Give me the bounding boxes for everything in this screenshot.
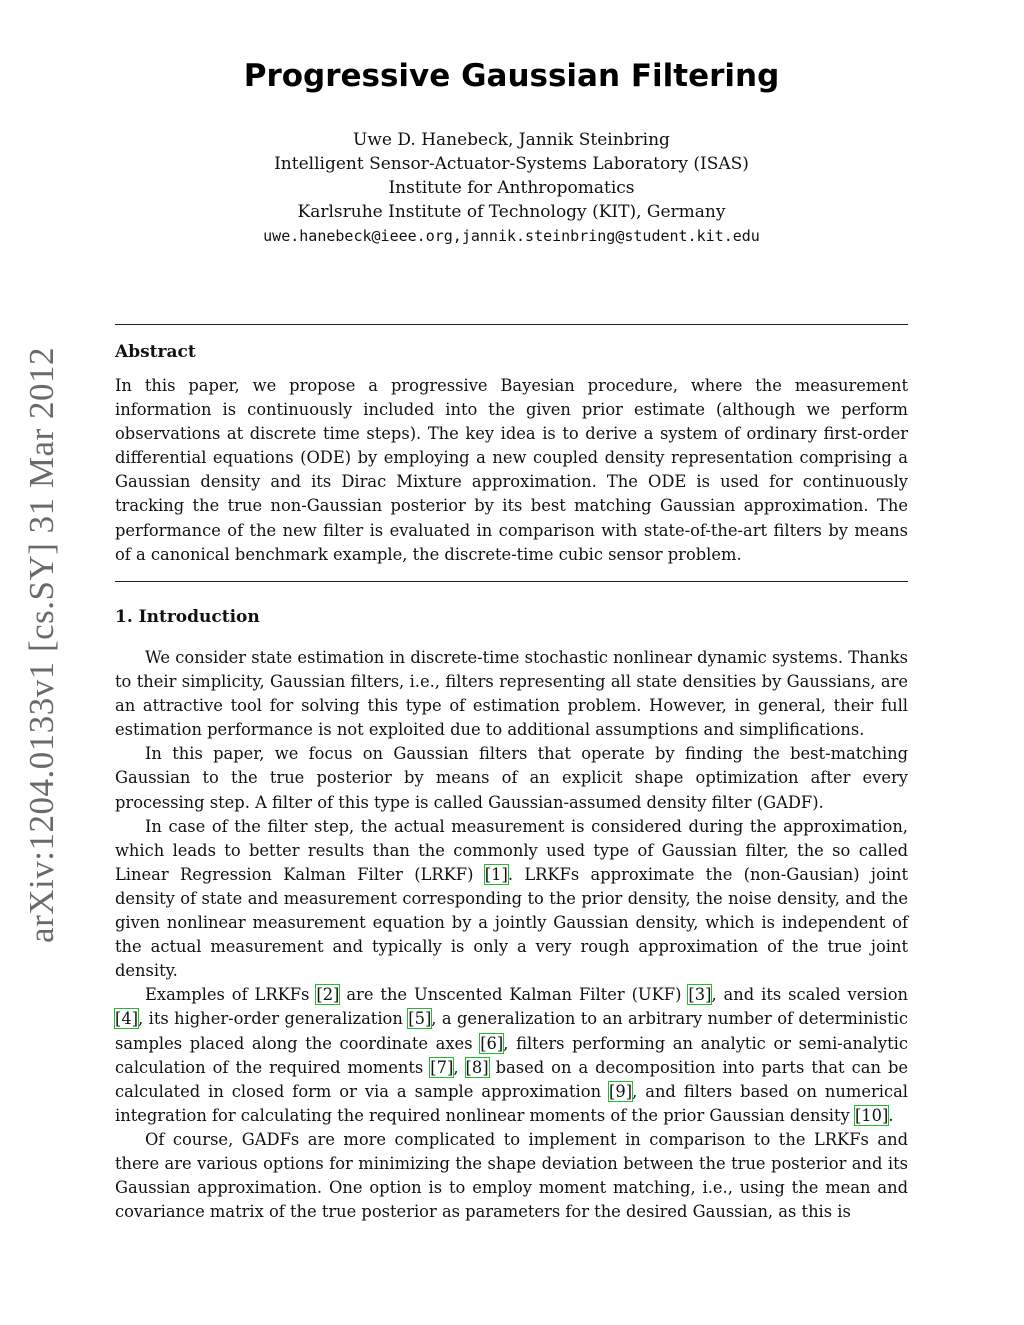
citation-link[interactable]: [2] (316, 985, 340, 1005)
paragraph: In this paper, we focus on Gaussian filters that operate by finding the best-matching Gaussian to the true posterior by means of an explicit shape optimization after every processing step. A filter of this type is called Gaussian-assumed density filter (GADF). (115, 744, 908, 812)
citation-link[interactable]: [8] (465, 1057, 489, 1077)
paragraph (115, 983, 908, 1128)
author-institute: Institute for Anthropomatics (388, 178, 635, 198)
citation-link[interactable]: [7] (430, 1057, 454, 1077)
paragraph-text: In case of the filter step, the actual measurement is considered during the approximation, which leads to better results than the commonly used type of Gaussian filter, the so called Linear Regression Kalman Filter (LRKF) (115, 816, 908, 884)
paragraph-text: . LRKFs approximate the (non-Gausian) joint density of state and measurement corresponding to the prior density, the noise density, and the given nonlinear measurement equation by a jointly Gaussian density, which is independent of the actual measurement and typically is only a very rough approximation of the true joint density. (115, 864, 908, 981)
paragraph-text: , filters performing an analytic or semi-analytic calculation of the required moments (115, 1033, 908, 1077)
citation-link[interactable]: [3] (688, 985, 712, 1005)
paragraph-text: . (888, 1105, 894, 1125)
citation-link[interactable]: [1] (484, 864, 508, 884)
abstract-heading: Abstract (115, 342, 196, 362)
paragraph-text: , (453, 1057, 466, 1077)
abstract-top-rule (115, 324, 908, 325)
citation-link[interactable]: [4] (115, 1009, 139, 1029)
introduction-body (115, 646, 908, 1224)
paragraph-text: , a generalization to an arbitrary number of deterministic samples placed along the coordinate axes (115, 1009, 908, 1053)
author-block (115, 128, 908, 248)
paragraph-text: , and filters based on numerical integration for calculating the required nonlinear moments of the prior Gaussian density (115, 1081, 909, 1125)
paragraph-text: Examples of LRKFs (145, 985, 317, 1005)
author-email[interactable]: uwe.hanebeck@ieee.org,jannik.steinbring@student.kit.edu (263, 227, 760, 245)
paragraph-text: , and its scaled version (711, 985, 908, 1005)
section-heading-introduction: 1. Introduction (115, 607, 260, 627)
abstract-text: In this paper, we propose a progressive Bayesian procedure, where the measurement information is continuously included into the given prior estimate (although we perform observations at discrete time steps). The key idea is to derive a system of ordinary first-order differential equations (ODE) by employing a new coupled density representation comprising a Gaussian density and its Dirac Mixture approximation. The ODE is used for continuously tracking the true non-Gaussian posterior by its best matching Gaussian approximation. The performance of the new filter is evaluated in comparison with state-of-the-art filters by means of a canonical benchmark example, the discrete-time cubic sensor problem. (115, 376, 908, 564)
citation-link[interactable]: [5] (408, 1009, 432, 1029)
paragraph-text: are the Unscented Kalman Filter (UKF) (339, 985, 689, 1005)
paragraph (115, 815, 908, 984)
citation-link[interactable]: [10] (854, 1105, 889, 1125)
paper-title: Progressive Gaussian Filtering (243, 58, 780, 94)
citation-link[interactable]: [6] (480, 1033, 504, 1053)
arxiv-identifier-stamp: arXiv:1204.0133v1 [cs.SY] 31 Mar 2012 (22, 347, 61, 943)
paragraph: We consider state estimation in discrete-time stochastic nonlinear dynamic systems. Thanks to their simplicity, Gaussian filters, i.e., filters representing all state densities by Gaussians, are an attractive tool for solving this type of estimation problem. However, in general, their full estimation performance is not exploited due to additional assumptions and simplifications. (115, 648, 908, 740)
paragraph: Of course, GADFs are more complicated to implement in comparison to the LRKFs and there are various options for minimizing the shape deviation between the true posterior and its Gaussian approximation. One option is to employ moment matching, i.e., using the mean and covariance matrix of the true posterior as parameters for the desired Gaussian, as this is (115, 1129, 908, 1222)
author-lab: Intelligent Sensor-Actuator-Systems Laboratory (ISAS) (274, 154, 749, 174)
abstract-bottom-rule (115, 581, 908, 582)
paragraph-text: , its higher-order generalization (138, 1009, 409, 1029)
author-university: Karlsruhe Institute of Technology (KIT), Germany (297, 202, 726, 222)
author-names: Uwe D. Hanebeck, Jannik Steinbring (353, 130, 670, 150)
citation-link[interactable]: [9] (609, 1081, 633, 1101)
paragraph-text: based on a decomposition into parts that can be calculated in closed form or via a sample approximation (115, 1057, 909, 1101)
